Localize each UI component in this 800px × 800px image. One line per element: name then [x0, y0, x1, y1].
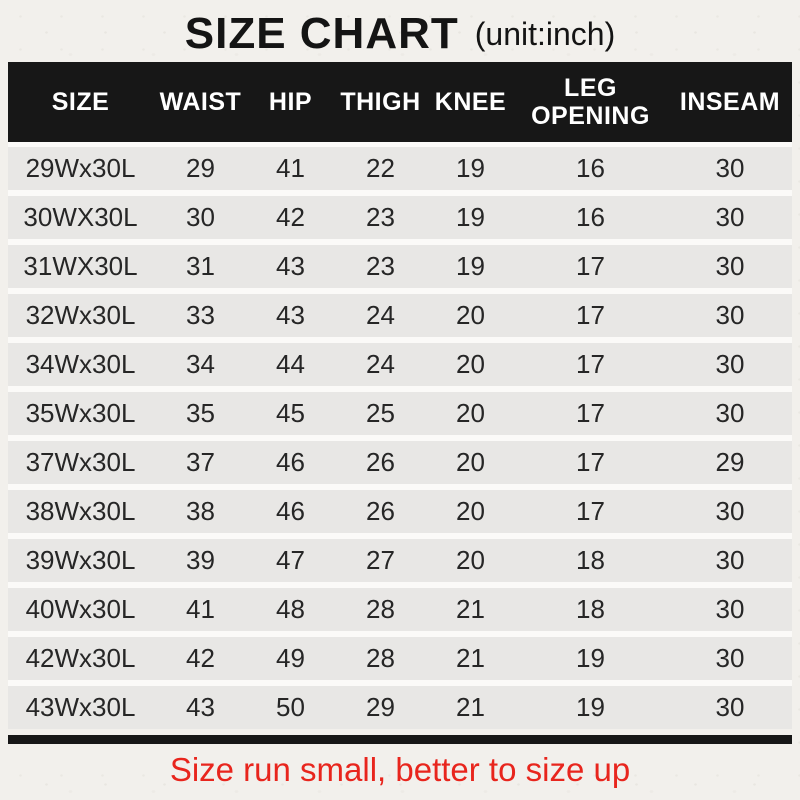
- table-header-cell: INSEAM: [679, 88, 781, 116]
- table-header-cell: LEG OPENING: [531, 74, 650, 130]
- table-header-cell: SIZE: [51, 88, 110, 116]
- table-cell: 30: [715, 153, 745, 183]
- table-header-cell: KNEE: [434, 88, 507, 116]
- table-row: [8, 588, 792, 631]
- table-row: [8, 147, 792, 190]
- table-cell: 34: [186, 349, 215, 379]
- table-cell: 24: [366, 349, 395, 379]
- table-cell: 20: [456, 398, 485, 428]
- table-row: [8, 245, 792, 288]
- table-cell: 41: [186, 594, 215, 624]
- table-row: [8, 441, 792, 484]
- table-header-cell: WAIST: [159, 88, 242, 116]
- table-cell: 29Wx30L: [25, 153, 136, 183]
- table-row: [8, 490, 792, 533]
- size-chart-table: [8, 62, 792, 744]
- table-cell: 20: [456, 496, 485, 526]
- table-cell: 21: [456, 692, 485, 722]
- table-cell: 30: [715, 251, 745, 281]
- table-cell: 26: [366, 447, 395, 477]
- table-cell: 44: [276, 349, 305, 379]
- table-cell: 28: [366, 594, 395, 624]
- table-cell: 17: [576, 447, 605, 477]
- table-cell: 38Wx30L: [25, 496, 136, 526]
- table-cell: 47: [276, 545, 305, 575]
- table-cell: 18: [576, 545, 605, 575]
- table-cell: 43: [276, 251, 305, 281]
- table-cell: 17: [576, 300, 605, 330]
- table-row: [8, 539, 792, 582]
- table-cell: 40Wx30L: [25, 594, 136, 624]
- size-note: Size run small, better to size up: [169, 751, 631, 788]
- unit-label: (unit:inch): [474, 15, 616, 52]
- table-cell: 42Wx30L: [25, 643, 136, 673]
- table-cell: 42: [276, 202, 305, 232]
- table-bottom-border: [8, 735, 792, 744]
- table-cell: 45: [276, 398, 305, 428]
- table-cell: 46: [276, 447, 305, 477]
- table-cell: 23: [366, 251, 395, 281]
- table-cell: 39: [186, 545, 215, 575]
- table-cell: 16: [576, 202, 605, 232]
- table-cell: 30: [715, 300, 745, 330]
- table-cell: 37Wx30L: [25, 447, 136, 477]
- table-row: [8, 686, 792, 729]
- table-cell: 25: [366, 398, 395, 428]
- table-row: [8, 392, 792, 435]
- table-cell: 19: [576, 692, 605, 722]
- table-header-row: [8, 62, 792, 142]
- table-cell: 43Wx30L: [25, 692, 136, 722]
- table-cell: 17: [576, 251, 605, 281]
- table-cell: 19: [576, 643, 605, 673]
- table-cell: 30: [715, 496, 745, 526]
- table-cell: 41: [276, 153, 305, 183]
- table-cell: 17: [576, 496, 605, 526]
- table-cell: 43: [276, 300, 305, 330]
- table-cell: 35Wx30L: [25, 398, 136, 428]
- table-cell: 28: [366, 643, 395, 673]
- table-cell: 43: [186, 692, 215, 722]
- table-row: [8, 196, 792, 239]
- table-cell: 17: [576, 349, 605, 379]
- table-cell: 42: [186, 643, 215, 673]
- table-row: [8, 294, 792, 337]
- table-cell: 46: [276, 496, 305, 526]
- table-cell: 19: [456, 153, 485, 183]
- table-cell: 19: [456, 251, 485, 281]
- table-cell: 33: [186, 300, 215, 330]
- table-cell: 29: [186, 153, 215, 183]
- table-cell: 21: [456, 643, 485, 673]
- page-title: [0, 0, 800, 62]
- table-cell: 20: [456, 349, 485, 379]
- table-cell: 19: [456, 202, 485, 232]
- title-text: SIZE CHART: [184, 9, 459, 58]
- table-cell: 38: [186, 496, 215, 526]
- table-cell: 30: [715, 398, 745, 428]
- table-cell: 27: [366, 545, 395, 575]
- table-cell: 21: [456, 594, 485, 624]
- table-header-cell: HIP: [268, 88, 313, 116]
- table-cell: 20: [456, 300, 485, 330]
- table-row: [8, 637, 792, 680]
- table-header-cell: THIGH: [340, 88, 421, 116]
- table-cell: 16: [576, 153, 605, 183]
- table-cell: 20: [456, 447, 485, 477]
- table-cell: 32Wx30L: [25, 300, 136, 330]
- table-cell: 30: [715, 643, 745, 673]
- table-cell: 49: [276, 643, 305, 673]
- table-cell: 35: [186, 398, 215, 428]
- table-cell: 29: [366, 692, 395, 722]
- table-cell: 30: [715, 545, 745, 575]
- table-cell: 39Wx30L: [25, 545, 136, 575]
- table-row: [8, 343, 792, 386]
- table-cell: 30: [186, 202, 215, 232]
- table-cell: 37: [186, 447, 215, 477]
- table-cell: 17: [576, 398, 605, 428]
- table-cell: 30: [715, 692, 745, 722]
- table-cell: 20: [456, 545, 485, 575]
- table-cell: 34Wx30L: [25, 349, 136, 379]
- table-cell: 23: [366, 202, 395, 232]
- table-cell: 30: [715, 594, 745, 624]
- table-cell: 48: [276, 594, 305, 624]
- table-body: [8, 142, 792, 729]
- table-cell: 30: [715, 349, 745, 379]
- table-cell: 31: [186, 251, 215, 281]
- table-cell: 50: [276, 692, 305, 722]
- table-cell: 22: [366, 153, 395, 183]
- table-cell: 29: [715, 447, 745, 477]
- table-cell: 18: [576, 594, 605, 624]
- table-cell: 30: [715, 202, 745, 232]
- table-cell: 24: [366, 300, 395, 330]
- table-cell: 30WX30L: [23, 202, 138, 232]
- table-cell: 26: [366, 496, 395, 526]
- table-cell: 31WX30L: [23, 251, 138, 281]
